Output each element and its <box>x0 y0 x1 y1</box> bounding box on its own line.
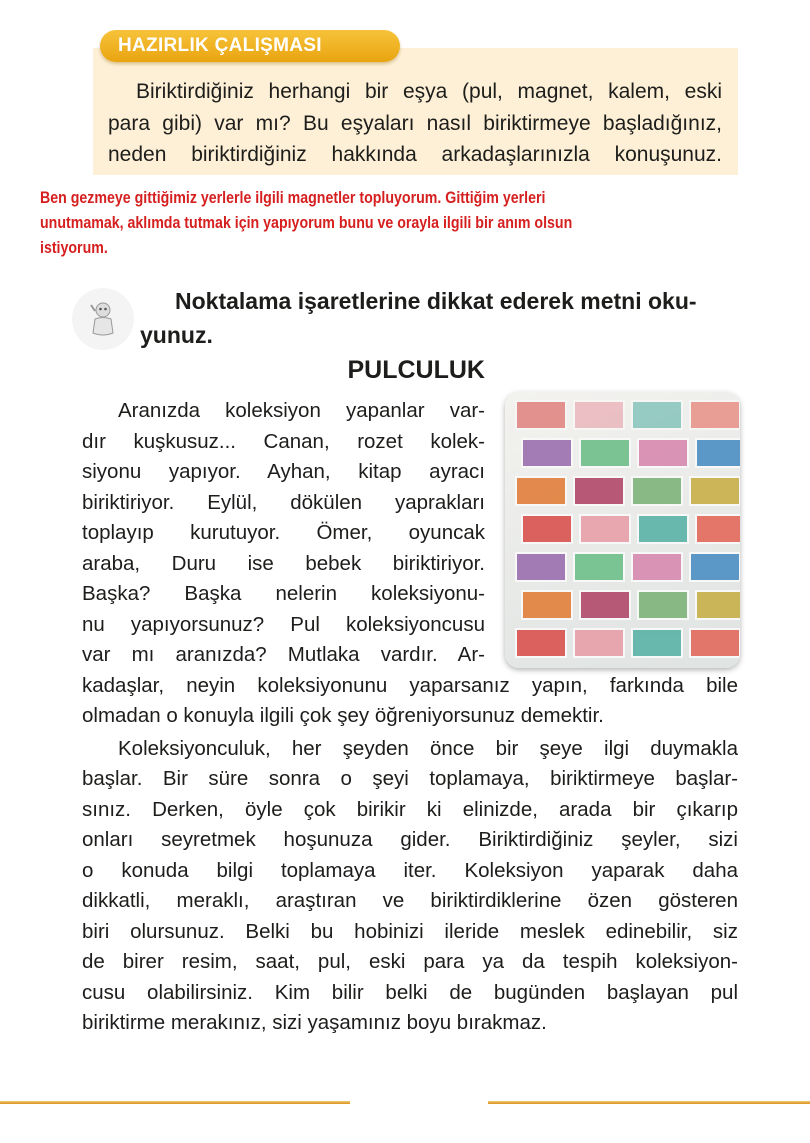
answer-line: unutmamak, aklımda tutmak için yapıyorum bunu ve orayla ilgili bir anım olsun <box>40 214 573 232</box>
handwritten-answer <box>40 186 728 261</box>
text-line: siyonu yapıyor. Ayhan, kitap ayracı <box>82 460 485 483</box>
text-line: biriktirme merakınız, sizi yaşamınız boyu bırakmaz. <box>82 1011 547 1034</box>
text-line: var mı aranızda? Mutlaka vardır. Ar- <box>82 643 485 666</box>
text-line: dır kuşkusuz... Canan, rozet kolek- <box>82 429 485 453</box>
text-line: biri olursunuz. Belki bu hobinizi ileride meslek edinebilir, siz <box>82 919 738 943</box>
instruction-line: Noktalama işaretlerine dikkat ederek metni oku- <box>175 288 697 314</box>
answer-line: istiyorum. <box>40 239 108 257</box>
footer-divider <box>0 1101 350 1104</box>
preparation-text <box>108 76 722 171</box>
mascot-icon <box>72 288 134 350</box>
text-line: sınız. Derken, öyle çok birikir ki elinizde, arada bir çıkarıp <box>82 797 738 821</box>
text-line: başlar. Bir süre sonra o şeyi toplamaya, biriktirmeye başlar- <box>82 767 738 790</box>
text-line: cusu olabilirsiniz. Kim bilir belki de bugünden başlayan pul <box>82 980 738 1004</box>
preparation-label: HAZIRLIK ÇALIŞMASI <box>100 30 400 62</box>
instruction-line: yunuz. <box>140 322 213 348</box>
text-line: araba, Duru ise bebek biriktiriyor. <box>82 551 485 575</box>
footer-divider <box>488 1101 810 1104</box>
answer-line: Ben gezmeye gittiğimiz yerlerle ilgili magnetler topluyorum. Gittiğim yerleri <box>40 189 546 207</box>
text-line: olmadan o konuyla ilgili çok şey öğreniyorsunuz demektir. <box>82 704 604 727</box>
text-line: Başka? Başka nelerin koleksiyonu- <box>82 582 485 605</box>
text-line: o konuda bilgi toplamaya iter. Koleksiyon yaparak daha <box>82 858 738 882</box>
text-line: Aranızda koleksiyon yapanlar var- <box>118 399 485 422</box>
text-line: nu yapıyorsunuz? Pul koleksiyoncusu <box>82 612 485 636</box>
text-line: dikkatli, meraklı, araştıran ve biriktirdiklerine özen gösteren <box>82 889 738 912</box>
reading-text <box>82 396 738 1039</box>
text-line: biriktiriyor. Eylül, dökülen yaprakları <box>82 490 485 514</box>
preparation-line: neden biriktirdiğiniz hakkında arkadaşlarınızla konuşunuz. <box>108 143 722 166</box>
preparation-line: Biriktirdiğiniz herhangi bir eşya (pul, magnet, kalem, eski <box>136 80 722 103</box>
text-line: onları seyretmek hoşunuza gider. Biriktirdiğiniz şeyler, sizi <box>82 828 738 851</box>
reading-title: PULCULUK <box>347 356 485 384</box>
text-line: toplayıp kurutuyor. Ömer, oyuncak <box>82 521 485 544</box>
text-line: kadaşlar, neyin koleksiyonunu yaparsanız yapın, farkında bile <box>82 673 738 697</box>
preparation-line: para gibi) var mı? Bu eşyaları nasıl biriktirmeye başladığınız, <box>108 111 722 135</box>
text-line: de birer resim, saat, pul, eski para ya da tespih koleksiyon- <box>82 950 738 973</box>
text-line: Koleksiyonculuk, her şeyden önce bir şeye ilgi duymakla <box>118 736 738 760</box>
